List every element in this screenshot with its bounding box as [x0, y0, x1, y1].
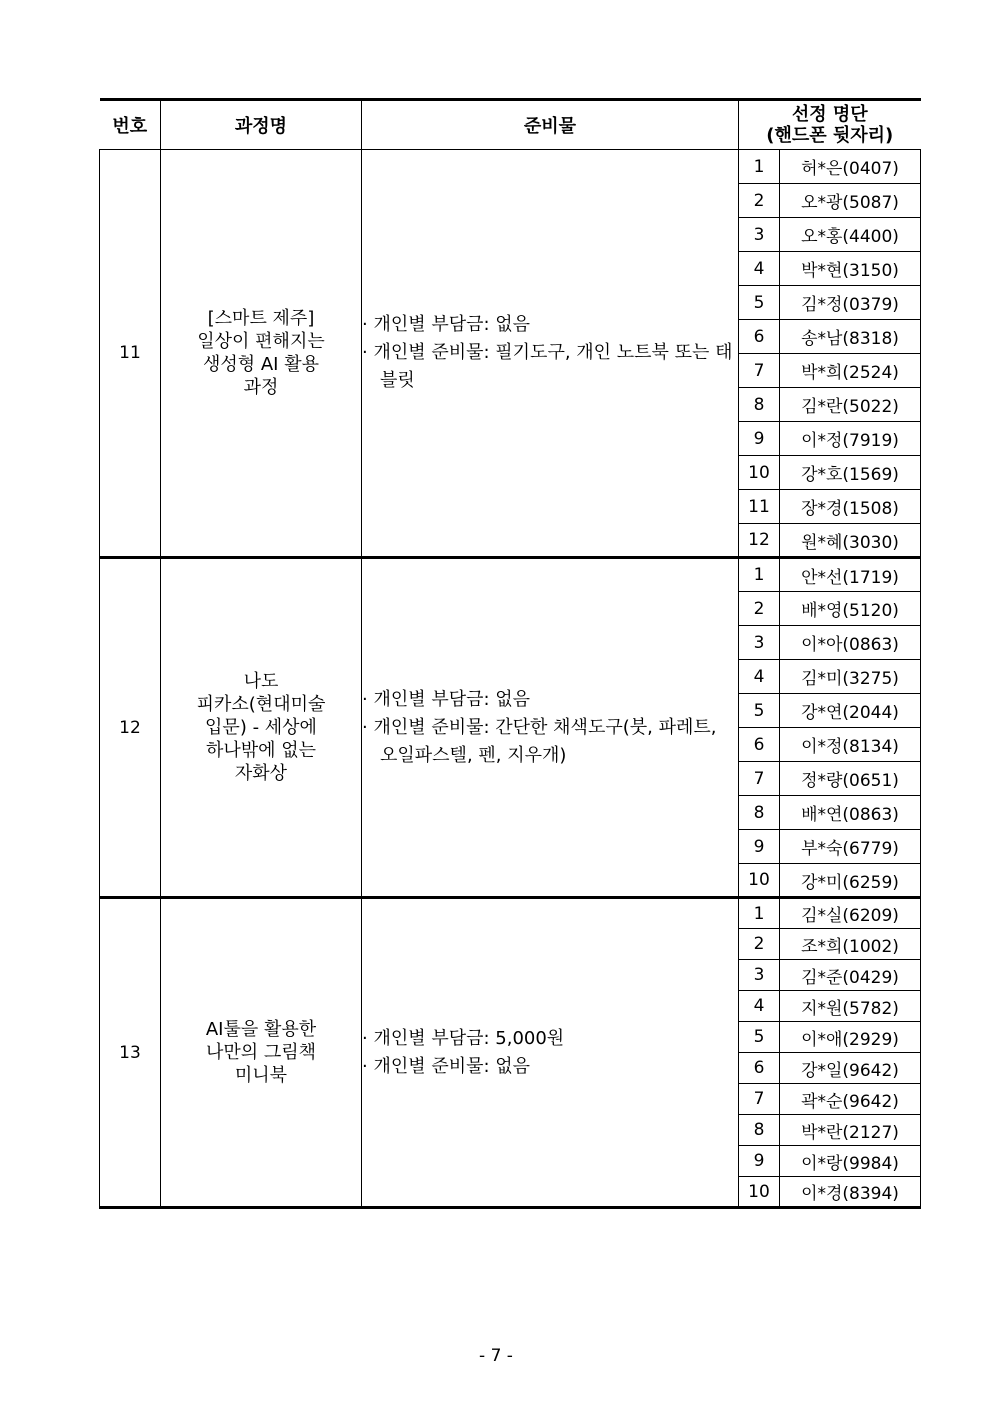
- person-index: 4: [739, 660, 780, 694]
- person-name: 곽*순(9642): [780, 1084, 921, 1115]
- person-name: 이*경(8394): [780, 1177, 921, 1208]
- person-index: 9: [739, 1146, 780, 1177]
- header-course: 과정명: [161, 100, 362, 150]
- prep-item: · 개인별 준비물: 없음: [362, 1055, 531, 1077]
- person-index: 10: [739, 456, 780, 490]
- course-group-13: [100, 898, 921, 1208]
- person-name: 부*숙(6779): [780, 830, 921, 864]
- person-index: 3: [739, 960, 780, 991]
- header-num: 번호: [100, 100, 161, 150]
- table-row: [100, 898, 921, 929]
- person-name: 김*준(0429): [780, 960, 921, 991]
- course-name: [161, 150, 362, 558]
- person-index: 11: [739, 490, 780, 524]
- course-name: [161, 898, 362, 1208]
- person-index: 8: [739, 796, 780, 830]
- person-name: 이*랑(9984): [780, 1146, 921, 1177]
- person-name: 박*현(3150): [780, 252, 921, 286]
- course-number: 11: [100, 150, 161, 558]
- course-prep: [362, 558, 739, 898]
- course-name-line: 하나밖에 없는: [205, 740, 317, 761]
- person-name: 강*연(2044): [780, 694, 921, 728]
- person-index: 7: [739, 1084, 780, 1115]
- person-index: 6: [739, 320, 780, 354]
- person-name: 송*남(8318): [780, 320, 921, 354]
- person-index: 3: [739, 626, 780, 660]
- person-name: 이*아(0863): [780, 626, 921, 660]
- prep-item: · 개인별 부담금: 없음: [362, 688, 531, 710]
- person-index: 9: [739, 830, 780, 864]
- person-index: 1: [739, 898, 780, 929]
- header-selected-line1: 선정 명단: [791, 104, 868, 125]
- person-name: 박*희(2524): [780, 354, 921, 388]
- prep-item: · 개인별 준비물: 간단한 채색도구(붓, 파레트, 오일파스텔, 펜, 지우개): [362, 716, 717, 766]
- person-index: 2: [739, 929, 780, 960]
- header-selected: [739, 100, 921, 150]
- course-name-line: 일상이 편해지는: [197, 331, 325, 352]
- person-name: 정*량(0651): [780, 762, 921, 796]
- table-row: [100, 558, 921, 592]
- person-index: 12: [739, 524, 780, 558]
- person-name: 원*혜(3030): [780, 524, 921, 558]
- person-index: 4: [739, 991, 780, 1022]
- person-index: 9: [739, 422, 780, 456]
- person-name: 박*란(2127): [780, 1115, 921, 1146]
- person-index: 1: [739, 558, 780, 592]
- person-index: 8: [739, 1115, 780, 1146]
- page-number: - 7 -: [479, 1346, 513, 1366]
- selection-roster-table: [99, 98, 921, 1209]
- person-name: 이*정(7919): [780, 422, 921, 456]
- person-name: 조*희(1002): [780, 929, 921, 960]
- table-row: [100, 150, 921, 184]
- course-group-11: [100, 150, 921, 558]
- course-name-line: 과정: [243, 377, 279, 398]
- person-index: 2: [739, 184, 780, 218]
- course-name-line: 피카소(현대미술: [196, 694, 326, 715]
- person-index: 5: [739, 286, 780, 320]
- course-number: 13: [100, 898, 161, 1208]
- course-prep: [362, 150, 739, 558]
- person-index: 7: [739, 762, 780, 796]
- person-index: 4: [739, 252, 780, 286]
- person-index: 3: [739, 218, 780, 252]
- person-name: 김*미(3275): [780, 660, 921, 694]
- prep-item: · 개인별 부담금: 없음: [362, 314, 531, 335]
- course-name: [161, 558, 362, 898]
- person-name: 김*정(0379): [780, 286, 921, 320]
- person-index: 10: [739, 864, 780, 898]
- course-name-line: 생성형 AI 활용: [202, 354, 319, 375]
- person-name: 김*실(6209): [780, 898, 921, 929]
- header-selected-line2: (핸드폰 뒷자리): [766, 125, 894, 146]
- person-index: 1: [739, 150, 780, 184]
- person-name: 안*선(1719): [780, 558, 921, 592]
- person-index: 7: [739, 354, 780, 388]
- person-index: 5: [739, 1022, 780, 1053]
- person-index: 10: [739, 1177, 780, 1208]
- person-name: 오*홍(4400): [780, 218, 921, 252]
- prep-item: · 개인별 준비물: 필기도구, 개인 노트북 또는 태블릿: [362, 342, 733, 391]
- person-name: 강*호(1569): [780, 456, 921, 490]
- course-name-line: 나만의 그림책: [205, 1042, 317, 1063]
- person-name: 배*연(0863): [780, 796, 921, 830]
- person-name: 허*은(0407): [780, 150, 921, 184]
- course-name-line: [스마트 제주]: [207, 308, 315, 329]
- person-name: 지*원(5782): [780, 991, 921, 1022]
- course-name-line: 나도: [243, 671, 279, 692]
- person-name: 이*애(2929): [780, 1022, 921, 1053]
- header-prep: 준비물: [362, 100, 739, 150]
- person-name: 이*정(8134): [780, 728, 921, 762]
- person-name: 강*미(6259): [780, 864, 921, 898]
- person-index: 6: [739, 1053, 780, 1084]
- course-name-line: 입문) - 세상에: [205, 717, 317, 738]
- person-name: 장*경(1508): [780, 490, 921, 524]
- course-number: 12: [100, 558, 161, 898]
- person-name: 배*영(5120): [780, 592, 921, 626]
- course-name-line: 자화상: [234, 763, 288, 784]
- course-name-line: AI툴을 활용한: [205, 1019, 317, 1040]
- person-index: 6: [739, 728, 780, 762]
- prep-item: · 개인별 부담금: 5,000원: [362, 1027, 565, 1049]
- person-name: 오*광(5087): [780, 184, 921, 218]
- person-index: 2: [739, 592, 780, 626]
- person-name: 김*란(5022): [780, 388, 921, 422]
- course-prep: [362, 898, 739, 1208]
- course-group-12: [100, 558, 921, 898]
- person-index: 8: [739, 388, 780, 422]
- person-index: 5: [739, 694, 780, 728]
- person-name: 강*일(9642): [780, 1053, 921, 1084]
- table-header-row: [100, 100, 921, 150]
- course-name-line: 미니북: [234, 1065, 288, 1086]
